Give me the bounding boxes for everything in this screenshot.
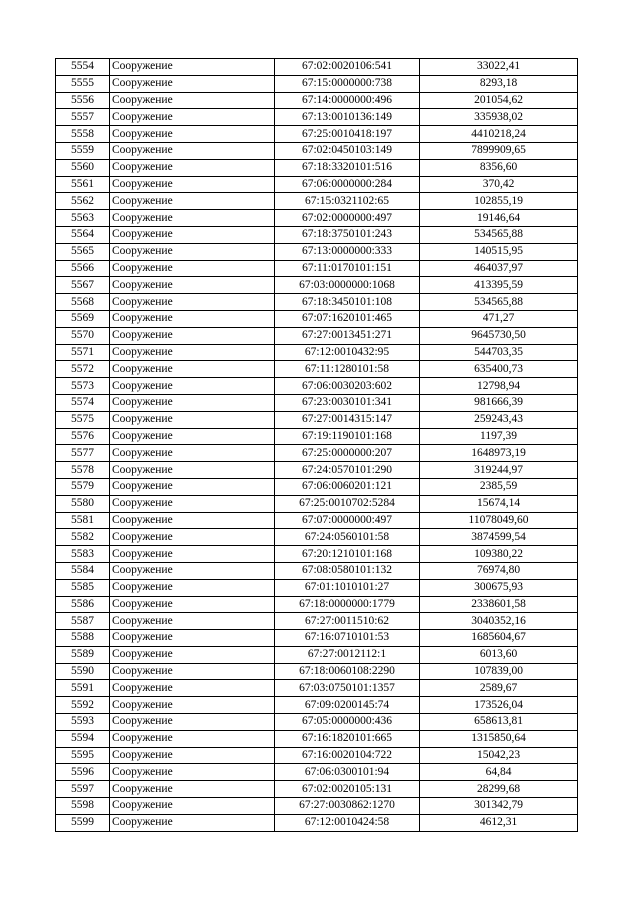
cadastral-number-cell: 67:12:0010424:58 [275, 814, 420, 831]
object-type-cell: Сооружение [110, 546, 275, 563]
cadastral-number-cell: 67:27:0012112:1 [275, 646, 420, 663]
row-number-cell: 5596 [56, 764, 110, 781]
object-type-cell: Сооружение [110, 529, 275, 546]
row-number-cell: 5576 [56, 428, 110, 445]
cadastral-number-cell: 67:18:3450101:108 [275, 294, 420, 311]
table-row [56, 193, 578, 210]
object-type-cell: Сооружение [110, 344, 275, 361]
cadastral-number-cell: 67:06:0300101:94 [275, 764, 420, 781]
cadastral-number-cell: 67:13:0010136:149 [275, 109, 420, 126]
cadastral-number-cell: 67:05:0000000:436 [275, 714, 420, 731]
table-row [56, 277, 578, 294]
row-number-cell: 5568 [56, 294, 110, 311]
cadastral-number-cell: 67:18:0060108:2290 [275, 663, 420, 680]
cadastral-number-cell: 67:07:1620101:465 [275, 310, 420, 327]
value-cell: 370,42 [420, 176, 578, 193]
row-number-cell: 5588 [56, 630, 110, 647]
cadastral-number-cell: 67:03:0000000:1068 [275, 277, 420, 294]
table-row [56, 394, 578, 411]
table-row [56, 226, 578, 243]
row-number-cell: 5584 [56, 562, 110, 579]
table-row [56, 294, 578, 311]
value-cell: 15042,23 [420, 747, 578, 764]
cadastral-number-cell: 67:13:0000000:333 [275, 243, 420, 260]
table-row [56, 243, 578, 260]
table-row [56, 747, 578, 764]
cadastral-number-cell: 67:25:0010418:197 [275, 126, 420, 143]
object-type-cell: Сооружение [110, 596, 275, 613]
value-cell: 464037,97 [420, 260, 578, 277]
row-number-cell: 5593 [56, 714, 110, 731]
value-cell: 8293,18 [420, 75, 578, 92]
object-type-cell: Сооружение [110, 411, 275, 428]
object-type-cell: Сооружение [110, 92, 275, 109]
table-row [56, 630, 578, 647]
cadastral-number-cell: 67:24:0560101:58 [275, 529, 420, 546]
row-number-cell: 5557 [56, 109, 110, 126]
object-type-cell: Сооружение [110, 562, 275, 579]
object-type-cell: Сооружение [110, 764, 275, 781]
object-type-cell: Сооружение [110, 243, 275, 260]
table-row [56, 445, 578, 462]
table-row [56, 92, 578, 109]
table-row [56, 344, 578, 361]
table-row [56, 428, 578, 445]
table-row [56, 512, 578, 529]
cadastral-number-cell: 67:07:0000000:497 [275, 512, 420, 529]
cadastral-number-cell: 67:27:0014315:147 [275, 411, 420, 428]
value-cell: 981666,39 [420, 394, 578, 411]
table-row [56, 730, 578, 747]
cadastral-number-cell: 67:08:0580101:132 [275, 562, 420, 579]
row-number-cell: 5599 [56, 814, 110, 831]
row-number-cell: 5592 [56, 697, 110, 714]
value-cell: 33022,41 [420, 59, 578, 76]
row-number-cell: 5583 [56, 546, 110, 563]
object-type-cell: Сооружение [110, 294, 275, 311]
value-cell: 635400,73 [420, 361, 578, 378]
object-type-cell: Сооружение [110, 59, 275, 76]
row-number-cell: 5591 [56, 680, 110, 697]
object-type-cell: Сооружение [110, 495, 275, 512]
object-type-cell: Сооружение [110, 462, 275, 479]
table-row [56, 764, 578, 781]
table-row [56, 176, 578, 193]
cadastral-number-cell: 67:18:3750101:243 [275, 226, 420, 243]
table-row [56, 310, 578, 327]
table-row [56, 75, 578, 92]
table-row [56, 378, 578, 395]
cadastral-number-cell: 67:19:1190101:168 [275, 428, 420, 445]
row-number-cell: 5577 [56, 445, 110, 462]
table-row [56, 781, 578, 798]
object-type-cell: Сооружение [110, 226, 275, 243]
object-type-cell: Сооружение [110, 176, 275, 193]
row-number-cell: 5563 [56, 210, 110, 227]
object-type-cell: Сооружение [110, 260, 275, 277]
object-type-cell: Сооружение [110, 142, 275, 159]
value-cell: 64,84 [420, 764, 578, 781]
object-type-cell: Сооружение [110, 310, 275, 327]
cadastral-number-cell: 67:27:0030862:1270 [275, 798, 420, 815]
cadastral-number-cell: 67:14:0000000:496 [275, 92, 420, 109]
object-type-cell: Сооружение [110, 697, 275, 714]
cadastral-number-cell: 67:27:0013451:271 [275, 327, 420, 344]
object-type-cell: Сооружение [110, 714, 275, 731]
value-cell: 173526,04 [420, 697, 578, 714]
cadastral-number-cell: 67:06:0030203:602 [275, 378, 420, 395]
row-number-cell: 5578 [56, 462, 110, 479]
registry-table-body [56, 59, 578, 832]
row-number-cell: 5574 [56, 394, 110, 411]
object-type-cell: Сооружение [110, 378, 275, 395]
object-type-cell: Сооружение [110, 680, 275, 697]
table-row [56, 142, 578, 159]
object-type-cell: Сооружение [110, 210, 275, 227]
cadastral-number-cell: 67:25:0000000:207 [275, 445, 420, 462]
table-row [56, 210, 578, 227]
value-cell: 658613,81 [420, 714, 578, 731]
registry-table [55, 58, 578, 832]
row-number-cell: 5556 [56, 92, 110, 109]
value-cell: 413395,59 [420, 277, 578, 294]
cadastral-number-cell: 67:16:1820101:665 [275, 730, 420, 747]
value-cell: 4612,31 [420, 814, 578, 831]
cadastral-number-cell: 67:16:0020104:722 [275, 747, 420, 764]
object-type-cell: Сооружение [110, 630, 275, 647]
row-number-cell: 5567 [56, 277, 110, 294]
table-row [56, 714, 578, 731]
cadastral-number-cell: 67:18:3320101:516 [275, 159, 420, 176]
object-type-cell: Сооружение [110, 75, 275, 92]
row-number-cell: 5580 [56, 495, 110, 512]
cadastral-number-cell: 67:02:0020106:541 [275, 59, 420, 76]
row-number-cell: 5575 [56, 411, 110, 428]
value-cell: 2338601,58 [420, 596, 578, 613]
cadastral-number-cell: 67:15:0000000:738 [275, 75, 420, 92]
row-number-cell: 5594 [56, 730, 110, 747]
table-row [56, 680, 578, 697]
table-row [56, 529, 578, 546]
row-number-cell: 5595 [56, 747, 110, 764]
value-cell: 102855,19 [420, 193, 578, 210]
row-number-cell: 5571 [56, 344, 110, 361]
value-cell: 140515,95 [420, 243, 578, 260]
row-number-cell: 5582 [56, 529, 110, 546]
value-cell: 12798,94 [420, 378, 578, 395]
table-row [56, 663, 578, 680]
value-cell: 201054,62 [420, 92, 578, 109]
object-type-cell: Сооружение [110, 478, 275, 495]
row-number-cell: 5554 [56, 59, 110, 76]
value-cell: 76974,80 [420, 562, 578, 579]
row-number-cell: 5569 [56, 310, 110, 327]
row-number-cell: 5597 [56, 781, 110, 798]
cadastral-number-cell: 67:11:1280101:58 [275, 361, 420, 378]
row-number-cell: 5585 [56, 579, 110, 596]
table-row [56, 411, 578, 428]
row-number-cell: 5581 [56, 512, 110, 529]
cadastral-number-cell: 67:06:0000000:284 [275, 176, 420, 193]
value-cell: 2385,59 [420, 478, 578, 495]
table-row [56, 478, 578, 495]
object-type-cell: Сооружение [110, 663, 275, 680]
row-number-cell: 5558 [56, 126, 110, 143]
object-type-cell: Сооружение [110, 512, 275, 529]
table-row [56, 260, 578, 277]
value-cell: 7899909,65 [420, 142, 578, 159]
cadastral-number-cell: 67:23:0030101:341 [275, 394, 420, 411]
cadastral-number-cell: 67:09:0200145:74 [275, 697, 420, 714]
object-type-cell: Сооружение [110, 646, 275, 663]
table-row [56, 495, 578, 512]
value-cell: 109380,22 [420, 546, 578, 563]
row-number-cell: 5566 [56, 260, 110, 277]
object-type-cell: Сооружение [110, 109, 275, 126]
row-number-cell: 5573 [56, 378, 110, 395]
table-row [56, 579, 578, 596]
value-cell: 319244,97 [420, 462, 578, 479]
value-cell: 8356,60 [420, 159, 578, 176]
value-cell: 301342,79 [420, 798, 578, 815]
table-row [56, 613, 578, 630]
table-row [56, 697, 578, 714]
cadastral-number-cell: 67:15:0321102:65 [275, 193, 420, 210]
value-cell: 259243,43 [420, 411, 578, 428]
table-row [56, 646, 578, 663]
value-cell: 6013,60 [420, 646, 578, 663]
row-number-cell: 5555 [56, 75, 110, 92]
row-number-cell: 5564 [56, 226, 110, 243]
cadastral-number-cell: 67:16:0710101:53 [275, 630, 420, 647]
table-row [56, 814, 578, 831]
cadastral-number-cell: 67:02:0020105:131 [275, 781, 420, 798]
row-number-cell: 5589 [56, 646, 110, 663]
value-cell: 544703,35 [420, 344, 578, 361]
cadastral-number-cell: 67:02:0450103:149 [275, 142, 420, 159]
value-cell: 534565,88 [420, 294, 578, 311]
row-number-cell: 5565 [56, 243, 110, 260]
object-type-cell: Сооружение [110, 445, 275, 462]
value-cell: 1197,39 [420, 428, 578, 445]
cadastral-number-cell: 67:03:0750101:1357 [275, 680, 420, 697]
value-cell: 1315850,64 [420, 730, 578, 747]
cadastral-number-cell: 67:11:0170101:151 [275, 260, 420, 277]
cadastral-number-cell: 67:02:0000000:497 [275, 210, 420, 227]
cadastral-number-cell: 67:20:1210101:168 [275, 546, 420, 563]
row-number-cell: 5560 [56, 159, 110, 176]
table-row [56, 159, 578, 176]
table-row [56, 798, 578, 815]
object-type-cell: Сооружение [110, 159, 275, 176]
cadastral-number-cell: 67:01:1010101:27 [275, 579, 420, 596]
object-type-cell: Сооружение [110, 747, 275, 764]
object-type-cell: Сооружение [110, 798, 275, 815]
value-cell: 1685604,67 [420, 630, 578, 647]
row-number-cell: 5559 [56, 142, 110, 159]
value-cell: 3040352,16 [420, 613, 578, 630]
object-type-cell: Сооружение [110, 193, 275, 210]
value-cell: 107839,00 [420, 663, 578, 680]
object-type-cell: Сооружение [110, 126, 275, 143]
value-cell: 9645730,50 [420, 327, 578, 344]
value-cell: 1648973,19 [420, 445, 578, 462]
table-row [56, 562, 578, 579]
value-cell: 300675,93 [420, 579, 578, 596]
cadastral-number-cell: 67:24:0570101:290 [275, 462, 420, 479]
object-type-cell: Сооружение [110, 781, 275, 798]
row-number-cell: 5590 [56, 663, 110, 680]
table-row [56, 59, 578, 76]
cadastral-number-cell: 67:12:0010432:95 [275, 344, 420, 361]
row-number-cell: 5570 [56, 327, 110, 344]
object-type-cell: Сооружение [110, 814, 275, 831]
value-cell: 2589,67 [420, 680, 578, 697]
table-row [56, 462, 578, 479]
value-cell: 335938,02 [420, 109, 578, 126]
cadastral-number-cell: 67:25:0010702:5284 [275, 495, 420, 512]
value-cell: 534565,88 [420, 226, 578, 243]
object-type-cell: Сооружение [110, 579, 275, 596]
value-cell: 28299,68 [420, 781, 578, 798]
value-cell: 471,27 [420, 310, 578, 327]
value-cell: 11078049,60 [420, 512, 578, 529]
cadastral-number-cell: 67:18:0000000:1779 [275, 596, 420, 613]
table-row [56, 109, 578, 126]
value-cell: 19146,64 [420, 210, 578, 227]
table-row [56, 327, 578, 344]
cadastral-number-cell: 67:06:0060201:121 [275, 478, 420, 495]
cadastral-number-cell: 67:27:0011510:62 [275, 613, 420, 630]
row-number-cell: 5562 [56, 193, 110, 210]
object-type-cell: Сооружение [110, 277, 275, 294]
row-number-cell: 5572 [56, 361, 110, 378]
object-type-cell: Сооружение [110, 428, 275, 445]
row-number-cell: 5579 [56, 478, 110, 495]
table-row [56, 596, 578, 613]
value-cell: 15674,14 [420, 495, 578, 512]
table-row [56, 126, 578, 143]
object-type-cell: Сооружение [110, 327, 275, 344]
row-number-cell: 5598 [56, 798, 110, 815]
row-number-cell: 5587 [56, 613, 110, 630]
table-row [56, 546, 578, 563]
object-type-cell: Сооружение [110, 394, 275, 411]
value-cell: 4410218,24 [420, 126, 578, 143]
value-cell: 3874599,54 [420, 529, 578, 546]
row-number-cell: 5586 [56, 596, 110, 613]
row-number-cell: 5561 [56, 176, 110, 193]
object-type-cell: Сооружение [110, 361, 275, 378]
object-type-cell: Сооружение [110, 730, 275, 747]
table-row [56, 361, 578, 378]
object-type-cell: Сооружение [110, 613, 275, 630]
